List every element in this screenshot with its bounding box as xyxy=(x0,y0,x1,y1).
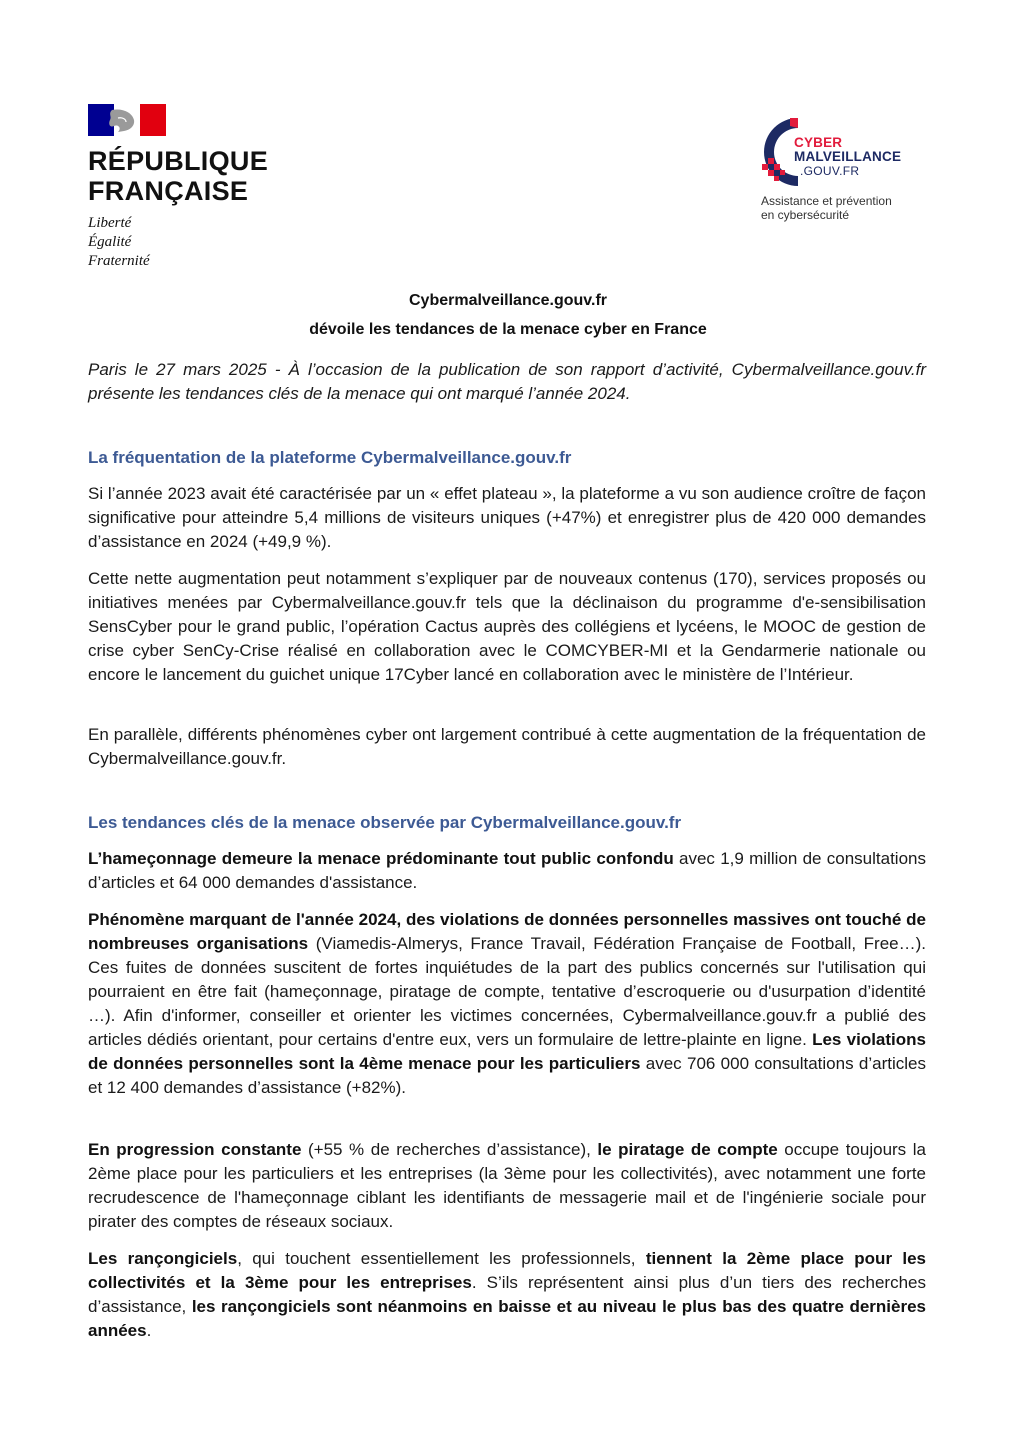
section2-paragraph2 xyxy=(88,908,926,1100)
p2-emphasis1: Phénomène marquant de l'année 2024, des violations de données personnelles massives ont touché de nombreuses organisations xyxy=(88,910,926,953)
p3-text2: occupe toujours la 2ème place pour les particuliers et les entreprises (la 3ème pour les collectivités), avec notamment une forte recrudescence de l'hameçonnage ciblant les identifiants de messagerie mail et de l'ingénierie sociale pour pirater des comptes de réseaux sociaux. xyxy=(88,1140,926,1231)
p4-text2: . S’ils représentent ainsi plus d’un tiers des recherches d’assistance, xyxy=(88,1273,926,1316)
section2-paragraph4 xyxy=(88,1247,926,1343)
logo-text-gouvfr: .GOUV.FR xyxy=(800,164,860,178)
logo-tagline-line1: Assistance et prévention xyxy=(761,194,892,208)
p4-text3: . xyxy=(146,1321,152,1340)
lead-paragraph: Paris le 27 mars 2025 - À l’occasion de la publication de son rapport d’activité, Cybermalveillance.gouv.fr présente les tendances clés de la menace qui ont marqué l’année 2024. xyxy=(88,360,926,403)
marianne-logo-icon xyxy=(88,104,166,136)
republique-francaise-block xyxy=(88,104,268,271)
p1-text: avec 1,9 million de consultations d’articles et 64 000 demandes d'assistance. xyxy=(88,849,926,892)
p4-text1: , qui touchent essentiellement les professionnels, xyxy=(237,1249,646,1268)
section1-heading: La fréquentation de la plateforme Cybermalveillance.gouv.fr xyxy=(88,448,572,467)
logo-text-malveillance: MALVEILLANCE xyxy=(794,149,902,164)
logo-tagline-line2: en cybersécurité xyxy=(761,208,850,222)
motto-egalite: Égalité xyxy=(88,234,132,250)
press-title-line2: dévoile les tendances de la menace cyber en France xyxy=(309,321,707,338)
rf-line2: FRANÇAISE xyxy=(88,176,249,206)
p4-emphasis3: les rançongiciels sont néanmoins en baisse et au niveau le plus bas des quatre dernières années xyxy=(88,1297,926,1340)
p3-text1: (+55 % de recherches d’assistance), xyxy=(301,1140,598,1159)
logo-text-cyber: CYBER xyxy=(794,135,843,150)
p2-text1: (Viamedis-Almerys, France Travail, Fédération Française de Football, Free…). Ces fuites de données suscitent de fortes inquiétudes de la part des publics concernés sur l'utilisation qui pourraient en être fait (hameçonnage, piratage de compte, tentative d’escroquerie ou d'usurpation d’identité …). Afin d'informer, conseiller et orienter les victimes concernées, Cybermalveillance.gouv.fr a publié des articles dédiés orientant, pour certains d'entre eux, vers un formulaire de lettre-plainte en ligne. xyxy=(88,934,927,1049)
section1-paragraph1: Si l’année 2023 avait été caractérisée par un « effet plateau », la plateforme a vu son audience croître de façon significative pour atteindre 5,4 millions de visiteurs uniques (+47%) et enregistrer plus de 420 000 demandes d’assistance en 2024 (+49,9 %). xyxy=(88,484,926,551)
section2-heading: Les tendances clés de la menace observée par Cybermalveillance.gouv.fr xyxy=(88,813,682,832)
rf-line1: RÉPUBLIQUE xyxy=(88,146,269,176)
p4-emphasis1: Les rançongiciels xyxy=(88,1249,238,1268)
section1-paragraph3: En parallèle, différents phénomènes cyber ont largement contribué à cette augmentation de la fréquentation de Cybermalveillance.gouv.fr. xyxy=(88,725,926,768)
p2-text2: avec 706 000 consultations d’articles et 12 400 demandes d’assistance (+82%). xyxy=(88,1054,926,1097)
logo-tagline xyxy=(761,194,892,222)
section1-paragraph2: Cette nette augmentation peut notamment s’expliquer par de nouveaux contenus (170), services proposés ou initiatives menées par Cybermalveillance.gouv.fr tels que la déclinaison du programme d'e-sensibilisation SensCyber pour le grand public, l’opération Cactus auprès des collégiens et lycéens, le MOOC de gestion de crise cyber SenCy-Crise réalisé en collaboration avec le COMCYBER-MI et la Gendarmerie nationale ou encore le lancement du guichet unique 17Cyber lancé en collaboration avec le ministère de l’Intérieur. xyxy=(88,569,926,684)
p1-emphasis: L’hameçonnage demeure la menace prédominante tout public confondu xyxy=(88,849,674,868)
p4-emphasis2: tiennent la 2ème place pour les collectivités et la 3ème pour les entreprises xyxy=(88,1249,926,1292)
cybermalveillance-logo xyxy=(752,114,927,229)
p3-emphasis2: le piratage de compte xyxy=(597,1140,778,1159)
p3-emphasis1: En progression constante xyxy=(88,1140,302,1159)
motto-fraternite: Fraternité xyxy=(88,253,150,269)
republic-motto xyxy=(88,214,268,271)
p2-emphasis2: Les violations de données personnelles sont la 4ème menace pour les particuliers xyxy=(88,1030,926,1073)
motto-liberte: Liberté xyxy=(88,215,132,231)
republique-francaise-wordmark xyxy=(88,146,268,206)
press-title-line1: Cybermalveillance.gouv.fr xyxy=(409,292,607,309)
section2-paragraph1 xyxy=(88,847,926,895)
section2-paragraph3 xyxy=(88,1138,926,1234)
